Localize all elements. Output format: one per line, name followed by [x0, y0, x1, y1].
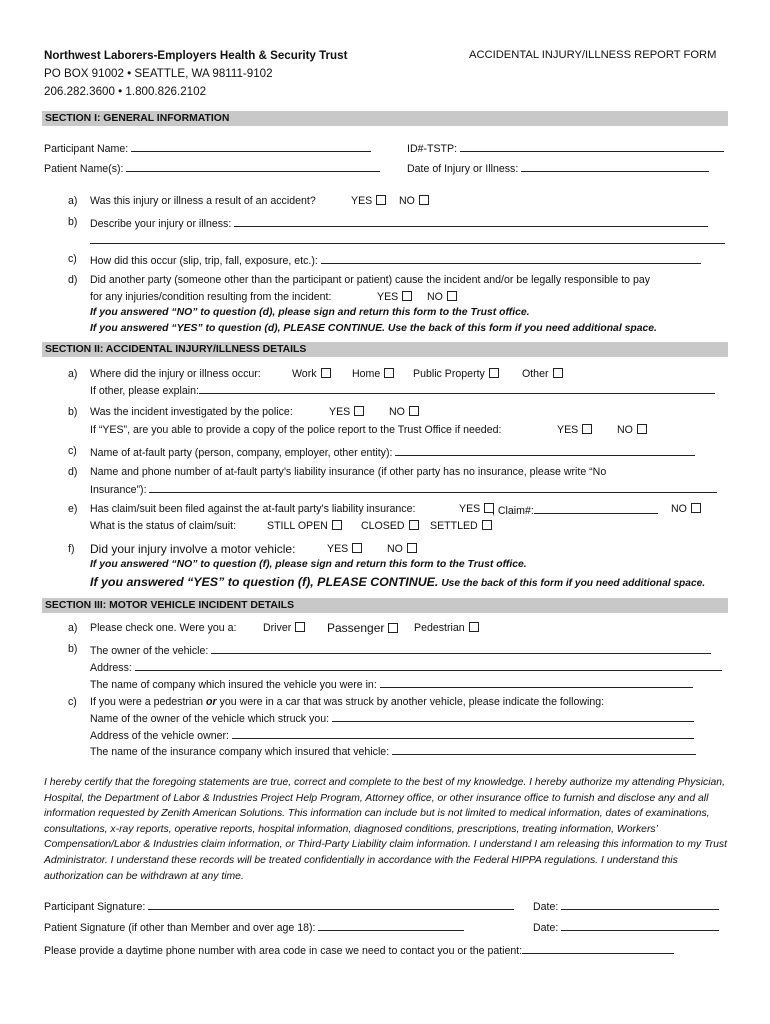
q2a-explain-label: If other, please explain: — [90, 385, 199, 397]
q3c-text-or: or — [206, 696, 217, 708]
q2b-letter: b) — [68, 406, 78, 418]
q3b-owner-field[interactable] — [90, 643, 711, 657]
q1b-field[interactable] — [90, 216, 708, 230]
section2-note-no: If you answered “NO” to question (f), please sign and return this form to the Trust office. — [90, 559, 527, 570]
q1a-letter: a) — [68, 195, 78, 207]
q3b-letter: b) — [68, 643, 78, 655]
q2b-no-checkbox[interactable] — [409, 406, 419, 416]
q3c-letter: c) — [68, 696, 77, 708]
q3c-owner-label: Name of the owner of the vehicle which struck you: — [90, 713, 330, 725]
date-injury-label: Date of Injury or Illness: — [407, 163, 519, 175]
q3a-driver-option[interactable] — [263, 622, 305, 634]
q2c-letter: c) — [68, 445, 77, 457]
section1-title: SECTION I: GENERAL INFORMATION — [42, 111, 728, 126]
q1d-yes-option[interactable] — [377, 291, 412, 303]
q1d-yes-label: YES — [377, 291, 399, 303]
q3c-text-b: you were in a car that was struck by another vehicle, please indicate the following: — [216, 696, 605, 708]
section2-note-yes-big: If you answered “YES” to question (f), PLEASE CONTINUE. — [90, 575, 439, 589]
q2b-yes-option[interactable] — [329, 406, 364, 418]
q2a-work-option[interactable] — [292, 368, 331, 380]
q3c-insurer-field[interactable] — [90, 744, 696, 758]
patient-signature-label: Patient Signature (if other than Member and over age 18): — [44, 922, 316, 934]
q2a-other-label: Other — [522, 368, 549, 380]
section2-title: SECTION II: ACCIDENTAL INJURY/ILLNESS DETAILS — [42, 342, 728, 357]
q2b-no2-option[interactable] — [617, 424, 647, 436]
q3c-text — [90, 696, 604, 708]
q1c-letter: c) — [68, 253, 77, 265]
q2a-public-option[interactable] — [413, 368, 499, 380]
q3a-passenger-option[interactable] — [327, 621, 398, 635]
q3a-pedestrian-option[interactable] — [414, 622, 479, 634]
q3a-letter: a) — [68, 622, 78, 634]
q2e-no-label: NO — [671, 503, 687, 515]
q2b-yes2-label: YES — [557, 424, 579, 436]
q2b-text2: If “YES”, are you able to provide a copy of the police report to the Trust Office if needed: — [90, 424, 502, 436]
q2a-explain-field[interactable] — [90, 383, 715, 397]
q3c-owner-field[interactable] — [90, 711, 694, 725]
date1-field[interactable] — [533, 899, 719, 913]
q2b-text: Was the incident investigated by the police: — [90, 406, 293, 418]
q3a-driver-checkbox[interactable] — [295, 622, 305, 632]
q2e-no-checkbox[interactable] — [691, 503, 701, 513]
q2c-label: Name of at-fault party (person, company, employer, other entity): — [90, 447, 393, 459]
q3c-address-label: Address of the vehicle owner: — [90, 730, 229, 742]
patient-names-label: Patient Name(s): — [44, 163, 124, 175]
q1d-text2: for any injuries/condition resulting from the incident: — [90, 291, 332, 303]
q2a-home-checkbox[interactable] — [384, 368, 394, 378]
patient-names-field[interactable] — [44, 161, 380, 175]
section1-note-yes: If you answered “YES” to question (d), PLEASE CONTINUE. Use the back of this form if you need additional space. — [90, 323, 657, 334]
participant-name-field[interactable] — [44, 141, 371, 155]
q1d-no-checkbox[interactable] — [447, 291, 457, 301]
q1d-yes-checkbox[interactable] — [402, 291, 412, 301]
q2e-yes-option[interactable] — [459, 503, 494, 515]
q2a-home-option[interactable] — [352, 368, 394, 380]
q3a-passenger-label: Passenger — [327, 621, 385, 635]
q2e-closed-checkbox[interactable] — [409, 520, 419, 530]
q1c-label: How did this occur (slip, trip, fall, exposure, etc.): — [90, 255, 318, 267]
q3b-address-label: Address: — [90, 662, 132, 674]
q2a-text: Where did the injury or illness occur: — [90, 368, 261, 380]
q1a-yes-checkbox[interactable] — [376, 195, 386, 205]
section3-title: SECTION III: MOTOR VEHICLE INCIDENT DETAILS — [42, 598, 728, 613]
q2f-yes-label: YES — [327, 543, 349, 555]
org-name: Northwest Laborers-Employers Health & Security Trust — [44, 49, 348, 62]
q2a-letter: a) — [68, 368, 78, 380]
q2a-public-checkbox[interactable] — [489, 368, 499, 378]
q2f-no-label: NO — [387, 543, 403, 555]
date-injury-field[interactable] — [407, 161, 709, 175]
q1a-no-label: NO — [399, 195, 415, 207]
q3a-pedestrian-checkbox[interactable] — [469, 622, 479, 632]
q2f-no-option[interactable] — [387, 543, 417, 555]
certification-text: I hereby certify that the foregoing statements are true, correct and complete to the best of my knowledge. I hereby authorize my attending Physician, Hospital, the Department of Labor & Industries Project Help Program, Attorney office, or other insurance office to furnish and disclose any and all information requested by Zenith American Solutions. This information can include but is not limited to medical information, dates of examinations, consultations, x-ray reports, operative reports, hospital information, diagnosed conditions, prescriptions, treating information, Workers’ Compensation/Labor & Industries claim information, or Third-Party Liability claim information. I understand I am releasing this information to my Trust Administrator. I understand these records will be treated confidentially in accordance with the Federal HIPPA regulations. I understand this authorization can be withdrawn at any time. — [44, 777, 727, 882]
q2d-letter: d) — [68, 466, 78, 478]
date2-label: Date: — [533, 922, 559, 934]
q3b-company-label: The name of company which insured the vehicle you were in: — [90, 679, 377, 691]
q2e-closed-option[interactable] — [361, 520, 419, 532]
q2e-open-option[interactable] — [267, 520, 342, 532]
id-tstp-field[interactable] — [407, 141, 724, 155]
q1a-yes-option[interactable] — [351, 195, 386, 207]
q2e-letter: e) — [68, 503, 78, 515]
q3c-address-field[interactable] — [90, 728, 694, 742]
q3c-insurer-label: The name of the insurance company which insured that vehicle: — [90, 746, 390, 758]
q2e-yes-label: YES — [459, 503, 481, 515]
q3c-text-a: If you were a pedestrian — [90, 696, 207, 708]
q2e-open-label: STILL OPEN — [267, 520, 328, 532]
q1b-label: Describe your injury or illness: — [90, 218, 232, 230]
q2e-no-option[interactable] — [671, 503, 701, 515]
q3a-text: Please check one. Were you a: — [90, 622, 237, 634]
q2e-closed-label: CLOSED — [361, 520, 405, 532]
q2a-work-label: Work — [292, 368, 317, 380]
q3b-owner-label: The owner of the vehicle: — [90, 645, 209, 657]
q2e-open-checkbox[interactable] — [332, 520, 342, 530]
q2f-text: Did your injury involve a motor vehicle: — [90, 542, 296, 556]
q2e-status-text: What is the status of claim/suit: — [90, 520, 237, 532]
section2-note-yes-small: Use the back of this form if you need additional space. — [441, 578, 706, 589]
q2e-claim-label: , Claim#: — [492, 505, 534, 517]
q2b-no2-checkbox[interactable] — [637, 424, 647, 434]
q2b-yes-label: YES — [329, 406, 351, 418]
date1-label: Date: — [533, 901, 559, 913]
q2f-yes-option[interactable] — [327, 543, 362, 555]
q3a-driver-label: Driver — [263, 622, 292, 634]
q3a-pedestrian-label: Pedestrian — [414, 622, 465, 634]
q1d-text1: Did another party (someone other than the participant or patient) cause the incident and/or be legally responsible to pay — [90, 274, 651, 286]
q1a-no-option[interactable] — [399, 195, 429, 207]
q2e-text: Has claim/suit been filed against the at-fault party’s liability insurance: — [90, 503, 416, 515]
q2d-field[interactable] — [90, 482, 717, 496]
date2-field[interactable] — [533, 920, 719, 934]
q2a-public-label: Public Property — [413, 368, 485, 380]
q1a-text: Was this injury or illness a result of an accident? — [90, 195, 316, 207]
phone-label: Please provide a daytime phone number with area code in case we need to contact you or the patient: — [44, 945, 523, 957]
q2e-settled-checkbox[interactable] — [482, 520, 492, 530]
q2a-other-checkbox[interactable] — [553, 368, 563, 378]
q3b-address-field[interactable] — [90, 660, 722, 674]
q2f-letter: f) — [68, 543, 75, 555]
participant-name-label: Participant Name: — [44, 143, 129, 155]
q1d-no-option[interactable] — [427, 291, 457, 303]
q3b-company-field[interactable] — [90, 677, 693, 691]
q2e-settled-label: SETTLED — [430, 520, 478, 532]
patient-signature-field[interactable] — [44, 920, 464, 934]
q1b-line2[interactable] — [90, 233, 725, 247]
q2d-text1: Name and phone number of at-fault party’s liability insurance (if other party has no insurance, please write “No — [90, 466, 607, 478]
org-phone: 206.282.3600 • 1.800.826.2102 — [44, 85, 207, 98]
participant-signature-field[interactable] — [44, 899, 514, 913]
q3a-passenger-checkbox[interactable] — [388, 623, 398, 633]
q1d-letter: d) — [68, 274, 78, 286]
q1a-no-checkbox[interactable] — [419, 195, 429, 205]
q1b-letter: b) — [68, 216, 78, 228]
q2b-no2-label: NO — [617, 424, 633, 436]
q2b-no-label: NO — [389, 406, 405, 418]
q2a-work-checkbox[interactable] — [321, 368, 331, 378]
q1d-no-label: NO — [427, 291, 443, 303]
participant-signature-label: Participant Signature: — [44, 901, 146, 913]
id-tstp-label: ID#-TSTP: — [407, 143, 458, 155]
q2c-field[interactable] — [90, 445, 695, 459]
q2a-other-option[interactable] — [522, 368, 563, 380]
q2f-no-checkbox[interactable] — [407, 543, 417, 553]
org-address: PO BOX 91002 • SEATTLE, WA 98111-9102 — [44, 67, 273, 80]
q1c-field[interactable] — [90, 253, 701, 267]
q1a-yes-label: YES — [351, 195, 373, 207]
section2-note-yes — [90, 575, 705, 589]
q2f-yes-checkbox[interactable] — [352, 543, 362, 553]
q2e-claim-field[interactable] — [492, 503, 658, 517]
q2a-home-label: Home — [352, 368, 381, 380]
form-title: ACCIDENTAL INJURY/ILLNESS REPORT FORM — [469, 49, 717, 61]
q2d-label: Insurance”): — [90, 484, 147, 496]
phone-field[interactable] — [44, 943, 674, 957]
q2e-settled-option[interactable] — [430, 520, 492, 532]
q2b-yes2-checkbox[interactable] — [582, 424, 592, 434]
q2b-no-option[interactable] — [389, 406, 419, 418]
q2b-yes-checkbox[interactable] — [354, 406, 364, 416]
section1-note-no: If you answered “NO” to question (d), please sign and return this form to the Trust office. — [90, 307, 530, 318]
q2b-yes2-option[interactable] — [557, 424, 592, 436]
